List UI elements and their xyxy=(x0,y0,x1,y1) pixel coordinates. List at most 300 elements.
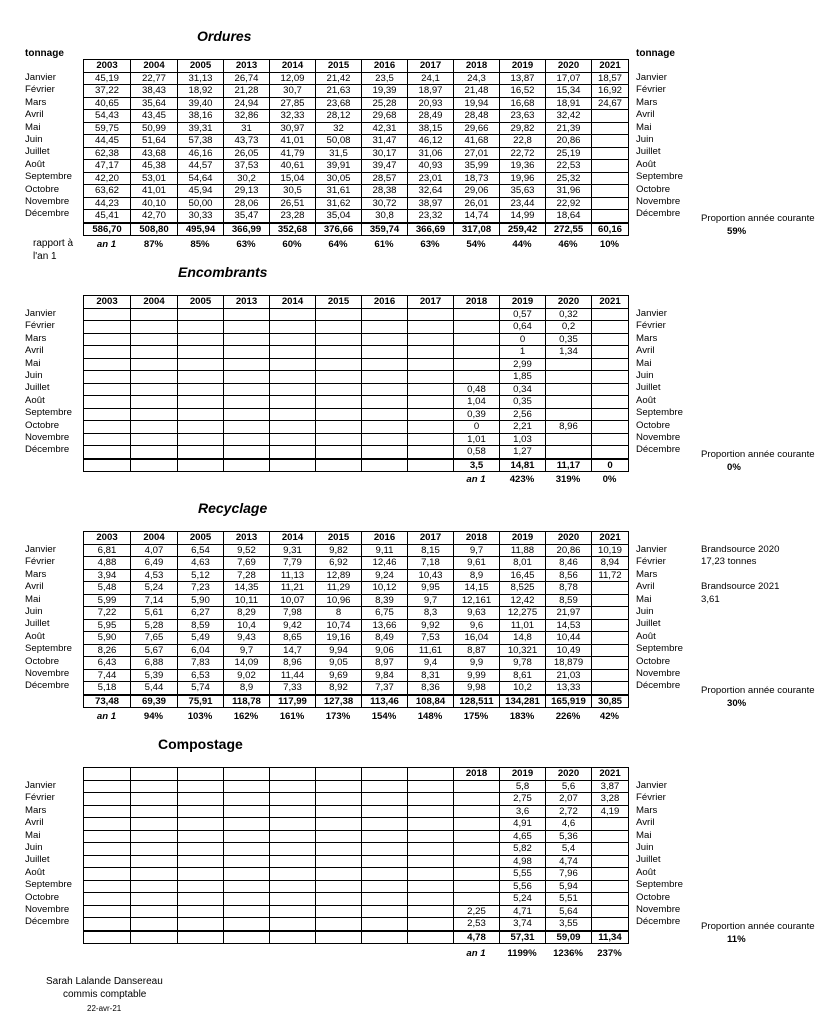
data-cell: 5,90 xyxy=(84,632,131,645)
data-cell: 8,87 xyxy=(454,644,500,657)
data-cell xyxy=(224,818,270,831)
percent-cell: 161% xyxy=(279,711,305,722)
month-label: Septembre xyxy=(636,643,683,655)
data-cell xyxy=(84,421,131,434)
percent-cell: 87% xyxy=(143,239,164,250)
total-cell: 352,68 xyxy=(270,223,316,236)
data-cell: 28,38 xyxy=(362,185,408,198)
month-label: Mars xyxy=(636,332,658,344)
data-cell: 8,61 xyxy=(500,669,546,682)
data-cell xyxy=(316,893,362,906)
data-cell: 18,97 xyxy=(408,85,454,98)
data-cell: 8,97 xyxy=(362,657,408,670)
data-cell xyxy=(408,830,454,843)
data-cell: 44,57 xyxy=(178,160,224,173)
month-label: Juillet xyxy=(25,382,50,394)
year-header-cell xyxy=(178,768,224,781)
month-label: Mars xyxy=(636,804,658,816)
data-cell xyxy=(454,308,500,321)
proportion-label: Proportion année courante xyxy=(701,921,815,932)
month-label: Juin xyxy=(636,133,654,145)
month-label: Novembre xyxy=(25,431,70,443)
percent-cell: 63% xyxy=(420,239,440,250)
data-cell: 8,36 xyxy=(408,682,454,695)
data-cell xyxy=(408,893,454,906)
brandsource-note: Brandsource 2021 xyxy=(701,581,780,593)
data-cell xyxy=(362,421,408,434)
data-cell: 22,8 xyxy=(500,135,546,148)
data-cell: 50,00 xyxy=(178,197,224,210)
rapport-label: rapport à xyxy=(33,238,74,249)
data-cell: 18,91 xyxy=(546,97,592,110)
total-cell: 60,16 xyxy=(592,223,629,236)
data-cell: 5,56 xyxy=(500,880,546,893)
data-cell xyxy=(224,408,270,421)
data-cell xyxy=(316,358,362,371)
month-labels-right xyxy=(636,780,683,929)
year-header-cell: 2019 xyxy=(500,296,546,309)
month-labels-right xyxy=(636,544,683,693)
data-cell: 20,86 xyxy=(546,135,592,148)
data-cell: 10,11 xyxy=(224,594,270,607)
data-cell: 0,58 xyxy=(454,446,500,459)
data-cell: 18,64 xyxy=(546,210,592,223)
data-cell xyxy=(224,880,270,893)
table-row xyxy=(84,135,629,148)
data-cell xyxy=(454,893,500,906)
proportion-label: Proportion année courante xyxy=(701,449,815,460)
total-cell xyxy=(178,931,224,944)
data-cell: 7,96 xyxy=(546,868,592,881)
month-label: Octobre xyxy=(25,655,60,667)
data-cell: 8,3 xyxy=(408,607,454,620)
table-row xyxy=(84,905,629,918)
data-cell: 9,98 xyxy=(454,682,500,695)
month-label: Février xyxy=(25,792,55,804)
data-cell xyxy=(592,358,629,371)
data-cell xyxy=(270,433,316,446)
year-header-row xyxy=(84,532,629,545)
total-cell: 366,99 xyxy=(224,223,270,236)
data-cell xyxy=(546,358,592,371)
year-header-cell: 2021 xyxy=(592,296,629,309)
data-cell xyxy=(224,421,270,434)
data-cell: 9,05 xyxy=(316,657,362,670)
data-cell xyxy=(178,868,224,881)
data-cell: 57,38 xyxy=(178,135,224,148)
table-row xyxy=(84,843,629,856)
data-cell: 8 xyxy=(316,607,362,620)
data-cell: 18,92 xyxy=(178,85,224,98)
data-cell xyxy=(592,421,629,434)
table-row xyxy=(84,830,629,843)
encombrants-table xyxy=(83,295,629,472)
data-cell: 30,97 xyxy=(270,122,316,135)
data-cell xyxy=(592,408,629,421)
data-cell xyxy=(224,308,270,321)
data-cell: 12,46 xyxy=(362,557,408,570)
data-cell xyxy=(592,147,629,160)
data-cell: 29,06 xyxy=(454,185,500,198)
data-cell xyxy=(546,396,592,409)
data-cell xyxy=(592,185,629,198)
year-header-cell: 2021 xyxy=(592,532,629,545)
data-cell: 5,24 xyxy=(500,893,546,906)
table-row xyxy=(84,446,629,459)
total-cell xyxy=(270,459,316,472)
data-cell xyxy=(316,371,362,384)
data-cell: 39,47 xyxy=(362,160,408,173)
data-cell xyxy=(592,383,629,396)
data-cell: 12,275 xyxy=(500,607,546,620)
data-cell xyxy=(316,446,362,459)
data-cell xyxy=(84,780,131,793)
data-cell: 8,26 xyxy=(84,644,131,657)
data-cell: 9,52 xyxy=(224,544,270,557)
data-cell: 16,04 xyxy=(454,632,500,645)
data-cell: 13,66 xyxy=(362,619,408,632)
total-cell: 508,80 xyxy=(131,223,178,236)
total-cell: 4,78 xyxy=(454,931,500,944)
month-label: Août xyxy=(25,630,45,642)
data-cell: 21,97 xyxy=(546,607,592,620)
data-cell: 12,42 xyxy=(500,594,546,607)
data-cell: 6,54 xyxy=(178,544,224,557)
data-cell: 16,92 xyxy=(592,85,629,98)
percent-cell: 173% xyxy=(325,711,351,722)
data-cell xyxy=(270,421,316,434)
data-cell xyxy=(408,346,454,359)
data-cell xyxy=(592,830,629,843)
data-cell: 14,15 xyxy=(454,582,500,595)
data-cell xyxy=(592,644,629,657)
data-cell xyxy=(270,780,316,793)
data-cell: 16,52 xyxy=(500,85,546,98)
data-cell xyxy=(131,346,178,359)
data-cell: 0,35 xyxy=(546,333,592,346)
month-label: Novembre xyxy=(25,667,70,679)
data-cell: 4,98 xyxy=(500,855,546,868)
data-cell xyxy=(592,210,629,223)
data-cell: 30,7 xyxy=(270,85,316,98)
year-header-cell: 2013 xyxy=(224,532,270,545)
total-cell xyxy=(84,931,131,944)
table-row xyxy=(84,110,629,123)
data-cell: 11,29 xyxy=(316,582,362,595)
data-cell: 0,64 xyxy=(500,321,546,334)
data-cell: 9,02 xyxy=(224,669,270,682)
data-cell: 24,94 xyxy=(224,97,270,110)
data-cell: 0 xyxy=(500,333,546,346)
data-cell: 43,68 xyxy=(131,147,178,160)
data-cell xyxy=(131,446,178,459)
year-header-cell: 2018 xyxy=(454,532,500,545)
month-label: Octobre xyxy=(25,419,60,431)
data-cell: 9,4 xyxy=(408,657,454,670)
month-label: Novembre xyxy=(25,903,70,915)
data-cell xyxy=(362,446,408,459)
month-label: Avril xyxy=(25,817,44,829)
data-cell: 8,15 xyxy=(408,544,454,557)
month-label: Février xyxy=(25,320,55,332)
data-cell xyxy=(362,371,408,384)
data-cell xyxy=(131,905,178,918)
data-cell xyxy=(84,446,131,459)
data-cell xyxy=(408,408,454,421)
data-cell xyxy=(408,918,454,931)
data-cell xyxy=(408,855,454,868)
data-cell xyxy=(592,868,629,881)
data-cell: 21,28 xyxy=(224,85,270,98)
data-cell: 9,9 xyxy=(454,657,500,670)
month-label: Février xyxy=(636,320,666,332)
data-cell: 5,61 xyxy=(131,607,178,620)
data-cell: 2,75 xyxy=(500,793,546,806)
data-cell: 17,07 xyxy=(546,72,592,85)
month-label: Février xyxy=(636,792,666,804)
data-cell xyxy=(178,346,224,359)
data-cell: 11,01 xyxy=(500,619,546,632)
data-cell xyxy=(224,905,270,918)
data-cell xyxy=(362,321,408,334)
table-row xyxy=(84,632,629,645)
data-cell: 6,75 xyxy=(362,607,408,620)
data-cell xyxy=(178,880,224,893)
data-cell xyxy=(84,918,131,931)
month-label: Avril xyxy=(636,109,655,121)
data-cell xyxy=(270,408,316,421)
data-cell xyxy=(178,358,224,371)
data-cell: 3,94 xyxy=(84,569,131,582)
year-header-cell: 2015 xyxy=(316,296,362,309)
percent-cell: 175% xyxy=(463,711,489,722)
data-cell: 6,49 xyxy=(131,557,178,570)
data-cell xyxy=(454,855,500,868)
percent-cell: 162% xyxy=(233,711,259,722)
data-cell: 8,94 xyxy=(592,557,629,570)
table-row xyxy=(84,682,629,695)
data-cell: 46,12 xyxy=(408,135,454,148)
data-cell: 23,68 xyxy=(316,97,362,110)
data-cell: 50,99 xyxy=(131,122,178,135)
percent-cell: 154% xyxy=(371,711,397,722)
data-cell xyxy=(408,793,454,806)
data-cell: 7,22 xyxy=(84,607,131,620)
total-row xyxy=(84,695,629,708)
table-row xyxy=(84,383,629,396)
month-label: Février xyxy=(25,84,55,96)
data-cell: 29,13 xyxy=(224,185,270,198)
data-cell: 29,82 xyxy=(500,122,546,135)
total-cell: 108,84 xyxy=(408,695,454,708)
data-cell: 16,68 xyxy=(500,97,546,110)
brandsource-note: Brandsource 2020 xyxy=(701,544,780,555)
percent-cell: 61% xyxy=(374,239,394,250)
percent-cell: 54% xyxy=(466,239,486,250)
total-cell: 366,69 xyxy=(408,223,454,236)
month-label: Mai xyxy=(636,121,652,133)
month-labels-left xyxy=(25,308,72,457)
month-label: Octobre xyxy=(25,891,60,903)
data-cell: 3,55 xyxy=(546,918,592,931)
month-label: Août xyxy=(636,630,656,642)
data-cell: 42,20 xyxy=(84,172,131,185)
data-cell: 5,24 xyxy=(131,582,178,595)
encombrants-title: Encombrants xyxy=(178,264,268,280)
data-cell xyxy=(131,396,178,409)
data-cell xyxy=(84,396,131,409)
data-cell: 35,47 xyxy=(224,210,270,223)
data-cell xyxy=(224,396,270,409)
total-cell xyxy=(131,459,178,472)
data-cell xyxy=(592,607,629,620)
data-cell xyxy=(224,346,270,359)
data-cell: 9,61 xyxy=(454,557,500,570)
data-cell: 0,34 xyxy=(500,383,546,396)
total-row xyxy=(84,223,629,236)
percent-cell: 10% xyxy=(599,239,620,250)
data-cell xyxy=(546,383,592,396)
total-cell: 376,66 xyxy=(316,223,362,236)
data-cell: 25,32 xyxy=(546,172,592,185)
data-cell: 35,64 xyxy=(131,97,178,110)
data-cell xyxy=(131,408,178,421)
data-cell: 1,34 xyxy=(546,346,592,359)
table-row xyxy=(84,544,629,557)
data-cell: 45,41 xyxy=(84,210,131,223)
total-cell: 272,55 xyxy=(546,223,592,236)
data-cell: 8,01 xyxy=(500,557,546,570)
data-cell: 10,44 xyxy=(546,632,592,645)
year-header-cell: 2019 xyxy=(500,60,546,73)
total-cell xyxy=(224,931,270,944)
data-cell: 46,16 xyxy=(178,147,224,160)
data-cell xyxy=(408,371,454,384)
data-cell: 28,48 xyxy=(454,110,500,123)
data-cell: 26,51 xyxy=(270,197,316,210)
data-cell: 14,8 xyxy=(500,632,546,645)
data-cell: 5,49 xyxy=(178,632,224,645)
table-row xyxy=(84,582,629,595)
month-label: Mai xyxy=(25,593,41,605)
data-cell: 5,90 xyxy=(178,594,224,607)
data-cell: 2,07 xyxy=(546,793,592,806)
data-cell: 26,74 xyxy=(224,72,270,85)
data-cell xyxy=(224,843,270,856)
data-cell xyxy=(316,880,362,893)
data-cell xyxy=(592,918,629,931)
data-cell: 32,64 xyxy=(408,185,454,198)
data-cell: 63,62 xyxy=(84,185,131,198)
year-header-cell: 2015 xyxy=(316,60,362,73)
data-cell: 0 xyxy=(454,421,500,434)
month-labels-left xyxy=(25,72,72,221)
data-cell xyxy=(224,780,270,793)
month-label: Avril xyxy=(25,109,44,121)
data-cell xyxy=(362,780,408,793)
month-label: Octobre xyxy=(636,891,671,903)
data-cell: 23,28 xyxy=(270,210,316,223)
percent-cell: 0% xyxy=(602,474,617,485)
data-cell xyxy=(454,793,500,806)
proportion-label: Proportion année courante xyxy=(701,213,815,224)
table-row xyxy=(84,122,629,135)
month-label: Avril xyxy=(636,345,655,357)
percent-cell: 94% xyxy=(143,711,164,722)
data-cell: 5,55 xyxy=(500,868,546,881)
data-cell xyxy=(454,780,500,793)
data-cell: 4,91 xyxy=(500,818,546,831)
data-cell xyxy=(592,669,629,682)
data-cell xyxy=(131,855,178,868)
data-cell xyxy=(270,371,316,384)
data-cell: 14,99 xyxy=(500,210,546,223)
data-cell: 40,65 xyxy=(84,97,131,110)
data-cell xyxy=(592,619,629,632)
year-header-cell: 2005 xyxy=(178,60,224,73)
percent-cell: an 1 xyxy=(466,474,486,485)
data-cell: 6,88 xyxy=(131,657,178,670)
data-cell xyxy=(131,868,178,881)
footer-role: commis comptable xyxy=(63,989,147,1000)
total-cell: 11,34 xyxy=(592,931,629,944)
year-header-cell: 2020 xyxy=(546,532,592,545)
data-cell: 11,21 xyxy=(270,582,316,595)
data-cell xyxy=(592,818,629,831)
data-cell: 6,04 xyxy=(178,644,224,657)
total-cell: 259,42 xyxy=(500,223,546,236)
data-cell xyxy=(270,868,316,881)
data-cell xyxy=(454,333,500,346)
data-cell xyxy=(408,308,454,321)
month-label: Janvier xyxy=(25,72,56,83)
proportion-value: 30% xyxy=(727,698,747,709)
data-cell: 14,53 xyxy=(546,619,592,632)
table-row xyxy=(84,346,629,359)
data-cell xyxy=(84,818,131,831)
month-label: Décembre xyxy=(636,680,681,692)
data-cell xyxy=(316,308,362,321)
total-cell: 3,5 xyxy=(454,459,500,472)
data-cell: 24,1 xyxy=(408,72,454,85)
month-label: Janvier xyxy=(636,72,667,83)
data-cell xyxy=(454,346,500,359)
data-cell xyxy=(270,818,316,831)
table-row xyxy=(84,185,629,198)
data-cell: 5,6 xyxy=(546,780,592,793)
data-cell: 7,28 xyxy=(224,569,270,582)
data-cell xyxy=(592,197,629,210)
month-label: Juin xyxy=(25,369,43,381)
table-row xyxy=(84,594,629,607)
year-header-cell: 2020 xyxy=(546,768,592,781)
data-cell: 8,46 xyxy=(546,557,592,570)
data-cell: 0,57 xyxy=(500,308,546,321)
month-label: Septembre xyxy=(25,171,72,183)
month-label: Décembre xyxy=(25,916,70,928)
total-row xyxy=(84,931,629,944)
total-cell: 0 xyxy=(592,459,629,472)
total-cell xyxy=(316,459,362,472)
month-label: Juillet xyxy=(25,854,50,866)
data-cell xyxy=(408,843,454,856)
year-header-cell: 2017 xyxy=(408,532,454,545)
data-cell xyxy=(224,433,270,446)
data-cell: 0,32 xyxy=(546,308,592,321)
data-cell: 31,47 xyxy=(362,135,408,148)
data-cell: 0,35 xyxy=(500,396,546,409)
year-header-cell: 2020 xyxy=(546,296,592,309)
